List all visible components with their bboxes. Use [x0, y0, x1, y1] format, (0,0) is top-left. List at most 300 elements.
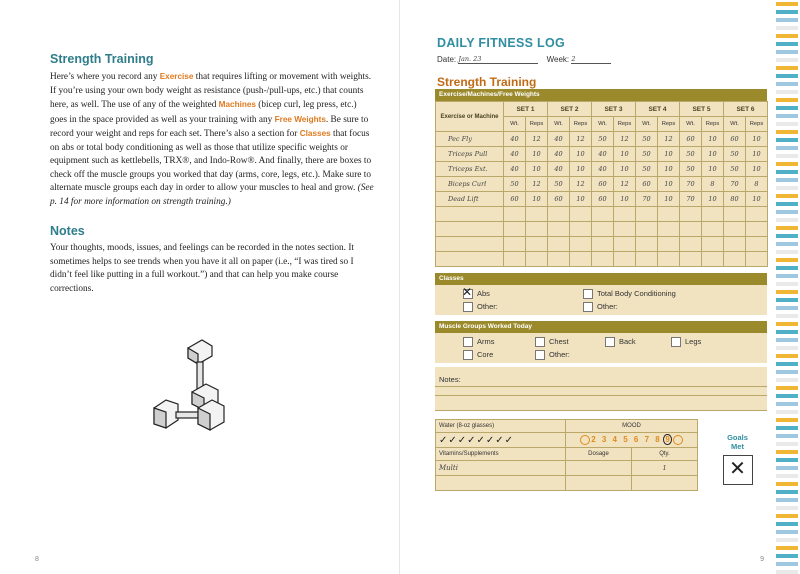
classes-section-bar: Classes: [435, 273, 767, 285]
set-header: SET 2: [548, 102, 592, 117]
empty-cell[interactable]: [658, 237, 680, 252]
notes-extra-line: [435, 396, 767, 411]
stripe: [776, 546, 798, 550]
empty-cell[interactable]: [570, 222, 592, 237]
set-value: 10: [708, 195, 717, 203]
paragraph-text: Here’s where you record any: [50, 72, 160, 82]
muscle-groups-section-bar: Muscle Groups Worked Today: [435, 321, 767, 333]
set-value: 10: [576, 150, 585, 158]
empty-cell[interactable]: [636, 237, 658, 252]
set-value-cell[interactable]: [680, 192, 702, 207]
set-value-cell[interactable]: [746, 162, 768, 177]
notes-label: Notes:: [439, 375, 461, 384]
table-row: [436, 162, 768, 177]
muscle-checkbox[interactable]: [671, 337, 681, 347]
empty-cell[interactable]: [658, 252, 680, 267]
set-value: 10: [708, 165, 717, 173]
stripe: [776, 74, 798, 78]
classes-area: [435, 285, 767, 315]
log-title: DAILY FITNESS LOG: [437, 36, 566, 50]
muscle-group-option[interactable]: [463, 337, 495, 347]
empty-cell[interactable]: [526, 222, 548, 237]
stripe: [776, 282, 798, 286]
empty-cell[interactable]: [592, 222, 614, 237]
set-value: 40: [554, 165, 563, 173]
set-value-cell[interactable]: [702, 177, 724, 192]
class-label: Other:: [597, 302, 618, 311]
fitness-log-sheet: [435, 89, 767, 499]
strength-training-section-title: Strength Training: [437, 75, 537, 89]
set-header: SET 1: [504, 102, 548, 117]
set-value-cell[interactable]: [592, 162, 614, 177]
dosage-label: Dosage: [566, 448, 632, 461]
empty-cell[interactable]: [702, 252, 724, 267]
set-value: 40: [510, 165, 519, 173]
empty-cell[interactable]: [548, 222, 570, 237]
set-value: 10: [664, 150, 673, 158]
empty-cell[interactable]: [504, 207, 526, 222]
class-checkbox[interactable]: [583, 289, 593, 299]
set-value-cell[interactable]: [592, 192, 614, 207]
set-value-cell[interactable]: [746, 132, 768, 147]
stripe: [776, 402, 798, 406]
set-value: 10: [576, 195, 585, 203]
dumbbells-illustration: [150, 330, 260, 440]
empty-cell[interactable]: [504, 222, 526, 237]
muscle-checkbox[interactable]: [535, 350, 545, 360]
muscle-group-option[interactable]: [671, 337, 701, 347]
empty-cell[interactable]: [526, 207, 548, 222]
class-checkbox[interactable]: [462, 285, 473, 300]
table-row: [436, 132, 768, 147]
set-value: 12: [532, 135, 541, 143]
set-value-cell[interactable]: [724, 162, 746, 177]
set-value-cell[interactable]: [548, 132, 570, 147]
set-value-cell[interactable]: [592, 147, 614, 162]
wt-header: Wt.: [724, 117, 746, 132]
stripe: [776, 306, 798, 310]
set-value: 50: [730, 165, 739, 173]
class-option[interactable]: [463, 302, 498, 312]
empty-cell[interactable]: [548, 237, 570, 252]
class-option[interactable]: [583, 302, 618, 312]
class-checkbox[interactable]: [463, 302, 473, 312]
class-option[interactable]: [583, 289, 676, 299]
stripe: [776, 450, 798, 454]
set-value-cell[interactable]: [592, 132, 614, 147]
mood-scale[interactable]: [566, 433, 698, 448]
set-value-cell[interactable]: [680, 132, 702, 147]
stripe: [776, 146, 798, 150]
set-value-cell[interactable]: [570, 132, 592, 147]
set-value-cell[interactable]: [570, 192, 592, 207]
stripe: [776, 106, 798, 110]
stripe: [776, 258, 798, 262]
qty-empty-cell[interactable]: [632, 476, 698, 491]
set-value-cell[interactable]: [570, 162, 592, 177]
set-value-cell[interactable]: [702, 192, 724, 207]
exercise-name-cell[interactable]: [436, 177, 504, 192]
stripe: [776, 114, 798, 118]
empty-cell[interactable]: [636, 207, 658, 222]
set-value-cell[interactable]: [724, 147, 746, 162]
set-value: 60: [686, 135, 695, 143]
dosage-empty-cell[interactable]: [566, 476, 632, 491]
stripe: [776, 562, 798, 566]
set-value: 10: [664, 195, 673, 203]
exercise-column-header: Exercise or Machine: [436, 102, 504, 132]
date-field[interactable]: [458, 54, 538, 64]
empty-cell[interactable]: [724, 222, 746, 237]
happy-face-icon: [673, 435, 683, 445]
set-value-cell[interactable]: [658, 162, 680, 177]
stripe: [776, 218, 798, 222]
set-value-cell[interactable]: [746, 177, 768, 192]
qty-entry-cell[interactable]: [632, 461, 698, 476]
stripe: [776, 490, 798, 494]
daily-tracker-table: [435, 419, 698, 491]
set-value: 70: [686, 195, 695, 203]
set-value: 10: [532, 165, 541, 173]
set-value-cell[interactable]: [570, 177, 592, 192]
set-value: 10: [576, 165, 585, 173]
table-row: [436, 177, 768, 192]
stripe: [776, 66, 798, 70]
set-value-cell[interactable]: [702, 132, 724, 147]
exercise-name: Dead Lift: [448, 195, 479, 203]
muscle-group-option[interactable]: [605, 337, 636, 347]
stripe: [776, 18, 798, 22]
exercise-name: Biceps Curl: [448, 180, 487, 188]
set-value: 40: [510, 150, 519, 158]
empty-cell[interactable]: [702, 237, 724, 252]
empty-cell[interactable]: [436, 207, 504, 222]
wt-header: Wt.: [636, 117, 658, 132]
muscle-group-label: Arms: [477, 337, 495, 346]
muscle-group-label: Legs: [685, 337, 702, 346]
set-value-cell[interactable]: [746, 147, 768, 162]
set-value-cell[interactable]: [636, 162, 658, 177]
set-value-cell[interactable]: [504, 177, 526, 192]
set-value-cell[interactable]: [592, 177, 614, 192]
stripe: [776, 10, 798, 14]
empty-cell[interactable]: [746, 222, 768, 237]
empty-cell[interactable]: [614, 222, 636, 237]
set-value: 50: [686, 165, 695, 173]
set-value-cell[interactable]: [702, 147, 724, 162]
class-option[interactable]: [462, 285, 490, 300]
exercise-name-cell[interactable]: [436, 162, 504, 177]
set-value-cell[interactable]: [702, 162, 724, 177]
empty-cell[interactable]: [724, 237, 746, 252]
set-value: 80: [730, 195, 739, 203]
set-header: SET 6: [724, 102, 768, 117]
empty-cell[interactable]: [570, 237, 592, 252]
empty-cell[interactable]: [636, 252, 658, 267]
stripe: [776, 178, 798, 182]
empty-cell[interactable]: [504, 252, 526, 267]
set-value-cell[interactable]: [658, 177, 680, 192]
empty-cell[interactable]: [592, 252, 614, 267]
set-value-cell[interactable]: [548, 192, 570, 207]
class-checkbox[interactable]: [583, 302, 593, 312]
set-header: SET 3: [592, 102, 636, 117]
set-value-cell[interactable]: [636, 192, 658, 207]
empty-table-row: [436, 252, 768, 267]
week-field[interactable]: [571, 54, 611, 64]
stripe: [776, 234, 798, 238]
vitamin-entry: Multi: [439, 464, 458, 472]
stripe: [776, 34, 798, 38]
set-value-cell[interactable]: [680, 162, 702, 177]
set-value-cell[interactable]: [548, 147, 570, 162]
set-value-cell[interactable]: [504, 192, 526, 207]
muscle-group-label: Core: [477, 350, 494, 359]
decorative-stripe-border: [772, 0, 800, 574]
set-header: SET 4: [636, 102, 680, 117]
set-header: SET 5: [680, 102, 724, 117]
set-value-cell[interactable]: [526, 192, 548, 207]
set-value-cell[interactable]: [548, 177, 570, 192]
set-header-row: [436, 102, 768, 117]
class-label: Other:: [477, 302, 498, 311]
stripe: [776, 138, 798, 142]
paragraph-text: (See p. 14 for more information on strength training.): [50, 183, 374, 207]
mood-label: MOOD: [566, 420, 698, 433]
set-value: 40: [598, 165, 607, 173]
stripe: [776, 426, 798, 430]
set-value-cell[interactable]: [680, 177, 702, 192]
empty-cell[interactable]: [526, 252, 548, 267]
muscle-group-option[interactable]: [463, 350, 493, 360]
stripe: [776, 210, 798, 214]
set-value: 50: [642, 135, 651, 143]
stripe: [776, 474, 798, 478]
set-value-cell[interactable]: [504, 132, 526, 147]
stripe: [776, 122, 798, 126]
stripe: [776, 2, 798, 6]
stripe: [776, 370, 798, 374]
muscle-group-option[interactable]: [535, 337, 569, 347]
strength-training-paragraph: [50, 70, 375, 209]
water-checks[interactable]: ✓✓✓✓✓✓✓✓: [436, 433, 566, 448]
empty-cell[interactable]: [614, 252, 636, 267]
empty-cell[interactable]: [526, 237, 548, 252]
set-value-cell[interactable]: [548, 162, 570, 177]
empty-table-row: [436, 237, 768, 252]
empty-cell[interactable]: [636, 222, 658, 237]
set-value-cell[interactable]: [636, 177, 658, 192]
date-week-line: [437, 54, 611, 64]
set-value-cell[interactable]: [614, 162, 636, 177]
goals-label: Goals: [727, 433, 748, 442]
set-value-cell[interactable]: [680, 147, 702, 162]
goals-x-mark: ✕: [729, 458, 746, 480]
set-value-cell[interactable]: [658, 192, 680, 207]
class-label: Abs: [477, 289, 490, 298]
stripe: [776, 58, 798, 62]
set-value: 12: [620, 135, 629, 143]
empty-cell[interactable]: [592, 237, 614, 252]
empty-table-row: [436, 207, 768, 222]
muscle-checkbox[interactable]: [605, 337, 615, 347]
stripe: [776, 498, 798, 502]
met-label: Met: [731, 442, 744, 451]
vitamin-entry-cell[interactable]: [436, 461, 566, 476]
empty-cell[interactable]: [614, 207, 636, 222]
page-number-left: 8: [35, 556, 39, 563]
empty-cell[interactable]: [702, 222, 724, 237]
empty-cell[interactable]: [548, 207, 570, 222]
qty-label: Qty.: [632, 448, 698, 461]
empty-cell[interactable]: [702, 207, 724, 222]
stripe: [776, 354, 798, 358]
set-value-cell[interactable]: [614, 147, 636, 162]
notes-heading: Notes: [50, 224, 85, 238]
highlight-term: Exercise: [159, 72, 194, 81]
set-value: 70: [730, 180, 739, 188]
muscle-group-option[interactable]: [535, 350, 570, 360]
table-row: [436, 147, 768, 162]
stripe: [776, 274, 798, 278]
empty-cell[interactable]: [724, 252, 746, 267]
strength-training-heading: Strength Training: [50, 52, 154, 66]
set-value: 10: [532, 195, 541, 203]
set-value: 10: [752, 135, 761, 143]
set-value-cell[interactable]: [526, 147, 548, 162]
page-number-right: 9: [760, 556, 764, 563]
set-value-cell[interactable]: [614, 132, 636, 147]
set-value-cell[interactable]: [746, 192, 768, 207]
set-value: 10: [664, 180, 673, 188]
empty-cell[interactable]: [746, 237, 768, 252]
mood-numbers: 2 3 4 5 6 7 8: [591, 434, 662, 444]
set-value: 10: [532, 150, 541, 158]
empty-cell[interactable]: [724, 207, 746, 222]
empty-cell[interactable]: [680, 207, 702, 222]
reps-header: Reps: [526, 117, 548, 132]
set-value: 60: [510, 195, 519, 203]
stripe: [776, 554, 798, 558]
empty-cell[interactable]: [548, 252, 570, 267]
stripe: [776, 378, 798, 382]
empty-cell[interactable]: [570, 207, 592, 222]
set-value-cell[interactable]: [504, 162, 526, 177]
set-value: 70: [642, 195, 651, 203]
empty-cell[interactable]: [680, 222, 702, 237]
stripe: [776, 90, 798, 94]
exercise-name: Pec Fly: [448, 135, 472, 143]
set-value: 12: [620, 180, 629, 188]
set-value-cell[interactable]: [614, 192, 636, 207]
exercise-name: Triceps Ext.: [448, 165, 488, 173]
muscle-group-label: Other:: [549, 350, 570, 359]
set-value: 10: [708, 135, 717, 143]
empty-cell[interactable]: [746, 252, 768, 267]
empty-cell[interactable]: [658, 222, 680, 237]
stripe: [776, 418, 798, 422]
set-value-cell[interactable]: [526, 177, 548, 192]
set-value: 40: [510, 135, 519, 143]
empty-cell[interactable]: [504, 237, 526, 252]
exercise-section-bar: Exercise/Machines/Free Weights: [435, 89, 767, 101]
set-value-cell[interactable]: [658, 147, 680, 162]
empty-cell[interactable]: [570, 252, 592, 267]
stripe-background: [772, 0, 800, 574]
set-value: 50: [510, 180, 519, 188]
empty-cell[interactable]: [436, 222, 504, 237]
set-value-cell[interactable]: [636, 132, 658, 147]
date-label: Date:: [437, 55, 457, 64]
highlight-term: Classes: [299, 129, 331, 138]
muscle-checkbox[interactable]: [463, 337, 473, 347]
vitamin-empty-row[interactable]: [436, 476, 566, 491]
exercise-name-cell[interactable]: [436, 147, 504, 162]
empty-cell[interactable]: [436, 237, 504, 252]
notes-paragraph: Your thoughts, moods, issues, and feelings can be recorded in the notes section. It sometimes helps to see trends when you have it all on paper (i.e., “I was tired so I didn’t feel like putting in a full workout.”) and that can help you make course corrections.: [50, 243, 354, 294]
set-value: 70: [686, 180, 695, 188]
set-value-cell[interactable]: [636, 147, 658, 162]
stripe: [776, 522, 798, 526]
exercise-name-cell[interactable]: [436, 132, 504, 147]
exercise-name-cell[interactable]: [436, 192, 504, 207]
set-value-cell[interactable]: [526, 162, 548, 177]
stripe: [776, 330, 798, 334]
empty-cell[interactable]: [680, 237, 702, 252]
set-value: 12: [532, 180, 541, 188]
mood-selected: 9: [665, 434, 670, 444]
empty-cell[interactable]: [436, 252, 504, 267]
paragraph-text: that requires lifting or movement with weights. If you’re using your own body weight as resistance (push-/pull-ups, etc.) that counts here, as well. The use of any of the weighted: [50, 72, 372, 110]
exercise-name: Triceps Pull: [448, 150, 488, 158]
set-value-cell[interactable]: [724, 177, 746, 192]
set-value-cell[interactable]: [724, 132, 746, 147]
wt-header: Wt.: [592, 117, 614, 132]
set-value: 50: [554, 180, 563, 188]
reps-header: Reps: [570, 117, 592, 132]
stripe: [776, 130, 798, 134]
set-value-cell[interactable]: [724, 192, 746, 207]
empty-cell[interactable]: [746, 207, 768, 222]
stripe: [776, 442, 798, 446]
empty-cell[interactable]: [658, 207, 680, 222]
stripe: [776, 290, 798, 294]
stripe: [776, 194, 798, 198]
stripe: [776, 298, 798, 302]
stripe: [776, 386, 798, 390]
muscle-checkbox[interactable]: [463, 350, 473, 360]
reps-header: Reps: [746, 117, 768, 132]
set-value-cell[interactable]: [614, 177, 636, 192]
empty-cell[interactable]: [680, 252, 702, 267]
muscle-checkbox[interactable]: [535, 337, 545, 347]
stripe: [776, 26, 798, 30]
highlight-term: Free Weights: [274, 114, 326, 124]
stripe: [776, 242, 798, 246]
dosage-entry-cell[interactable]: [566, 461, 632, 476]
set-value: 50: [730, 150, 739, 158]
stripe: [776, 50, 798, 54]
set-value-cell[interactable]: [570, 147, 592, 162]
set-value-cell[interactable]: [504, 147, 526, 162]
notes-area[interactable]: [435, 367, 767, 396]
set-value: 60: [642, 180, 651, 188]
set-value-cell[interactable]: [526, 132, 548, 147]
set-value-cell[interactable]: [658, 132, 680, 147]
empty-cell[interactable]: [614, 237, 636, 252]
empty-cell[interactable]: [592, 207, 614, 222]
goals-checkbox[interactable]: [723, 455, 753, 485]
